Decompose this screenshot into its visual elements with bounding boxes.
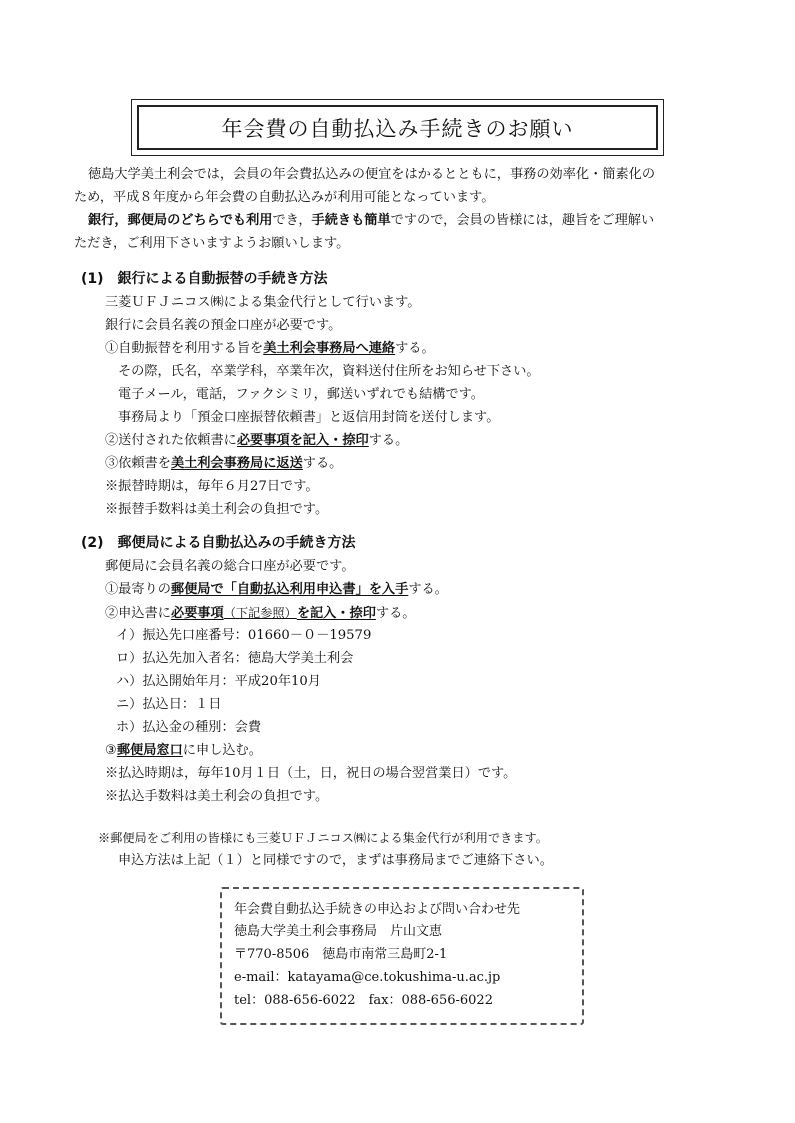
s2-line4-post: に申し込む。 [182,743,262,758]
s1-line7-post: する。 [368,433,409,448]
s1-line5: 電子メール，電話，ファクシミリ，郵送いずれでも結構です。 [118,387,484,402]
s2-line3-emph1: 必要事項 [170,606,224,621]
s2-line2-emph: 郵便局で「自動払込利用申込書」を入手 [170,582,409,597]
intro-p2-line2: ただき，ご利用下さいますようお願いします。 [74,236,350,251]
intro-p1-line2: ため，平成８年度から年会費の自動払込みが利用可能となっています。 [74,190,495,205]
contact-line3: 〒770-8506 徳島市南常三島町2-1 [234,947,448,962]
s1-line8-pre: ③依頼書を [105,456,171,471]
note-line2: 申込方法は上記（１）と同様ですので，まずは事務局までご連絡下さい。 [118,853,553,868]
s1-line8-post: する。 [302,456,343,471]
s1-line2: 銀行に会員名義の預金口座が必要です。 [105,318,342,333]
section1-heading: (1) 銀行による自動振替の手続き方法 [81,271,328,287]
s1-line7-pre: ②送付された依頼書に [105,433,237,448]
contact-email: e-mail：katayama@ce.tokushima-u.ac.jp [234,970,501,985]
s1-line3 [105,341,435,357]
title-frame [131,99,664,156]
s2-line2-post: する。 [408,582,448,597]
s2-item-5: ホ）払込金の種別：会費 [116,720,262,735]
s2-line3 [105,605,416,622]
s2-item-3: ハ）払込開始年月：平成20年10月 [116,674,321,689]
s2-line2 [105,582,448,598]
contact-line1: 年会費自動払込手続きの申込および問い合わせ先 [234,902,521,917]
s1-line10: ※振替手数料は美土利会の負担です。 [105,502,329,517]
s1-line3-pre: ①自動振替を利用する旨を [105,341,264,356]
s1-line3-post: する。 [395,341,435,356]
s2-line3-post: する。 [375,606,416,621]
s1-line7-emph: 必要事項を記入・捺印 [236,433,369,448]
s2-line3-emph2: を記入・捺印 [296,606,376,621]
s2-line1: 郵便局に会員名義の総合口座が必要です。 [105,559,355,574]
s2-line4 [105,743,262,759]
page-title: 年会費の自動払込み手続きのお願い [221,116,574,141]
s2-line6: ※払込手数料は美土利会の負担です。 [105,789,329,804]
intro-bold-2: 手続きも簡単 [311,213,391,228]
contact-tel-fax: tel：088-656-6022 fax：088-656-6022 [234,993,493,1008]
s2-line4-emph: 郵便局窓口 [116,743,183,758]
intro-p2-line1 [88,213,654,229]
s1-line4: その際，氏名，卒業学科，卒業年次，資料送付住所をお知らせ下さい。 [118,364,540,379]
s1-line7 [105,433,408,449]
s2-line4-pre: ③ [105,743,117,758]
intro-text-1: でき， [272,213,312,228]
s2-line5: ※払込時期は，毎年10月１日（土，日，祝日の場合翌営業日）です。 [105,766,517,781]
intro-p1-line1: 徳島大学美土利会では，会員の年会費払込みの便宜をはかるとともに，事務の効率化・簡素化の [88,167,656,182]
s1-line3-emph: 美土利会事務局へ連絡 [263,341,396,356]
s1-line9: ※振替時期は，毎年６月27日です。 [105,479,319,494]
contact-line2: 徳島大学美土利会事務局 片山文恵 [234,924,443,939]
contact-box [220,887,584,1025]
s1-line1: 三菱ＵＦＪニコス㈱による集金代行として行います。 [105,295,421,310]
s2-item-1: イ）振込先口座番号：01660－０－19579 [116,628,372,643]
s2-line2-pre: ①最寄りの [105,582,171,597]
note-line1: ※郵便局をご利用の皆様にも三菱ＵＦＪニコス㈱による集金代行が利用できます。 [98,831,548,845]
s2-line3-pre: ②申込書に [105,606,171,621]
intro-text-2: ですので，会員の皆様には，趣旨をご理解い [390,213,655,228]
title-inner-frame [137,105,658,150]
section2-heading: (2) 郵便局による自動払込みの手続き方法 [81,535,356,551]
s2-item-2: ロ）払込先加入者名：徳島大学美土利会 [116,651,354,666]
s1-line8 [105,456,342,472]
s1-line6: 事務局より「預金口座振替依頼書」と返信用封筒を送付します。 [118,410,500,425]
intro-bold-1: 銀行，郵便局のどちらでも利用 [88,213,273,228]
s1-line8-emph: 美土利会事務局に返送 [170,456,303,471]
s2-item-4: ニ）払込日：１日 [116,697,222,712]
s2-line3-mid: （下記参照） [223,606,297,620]
